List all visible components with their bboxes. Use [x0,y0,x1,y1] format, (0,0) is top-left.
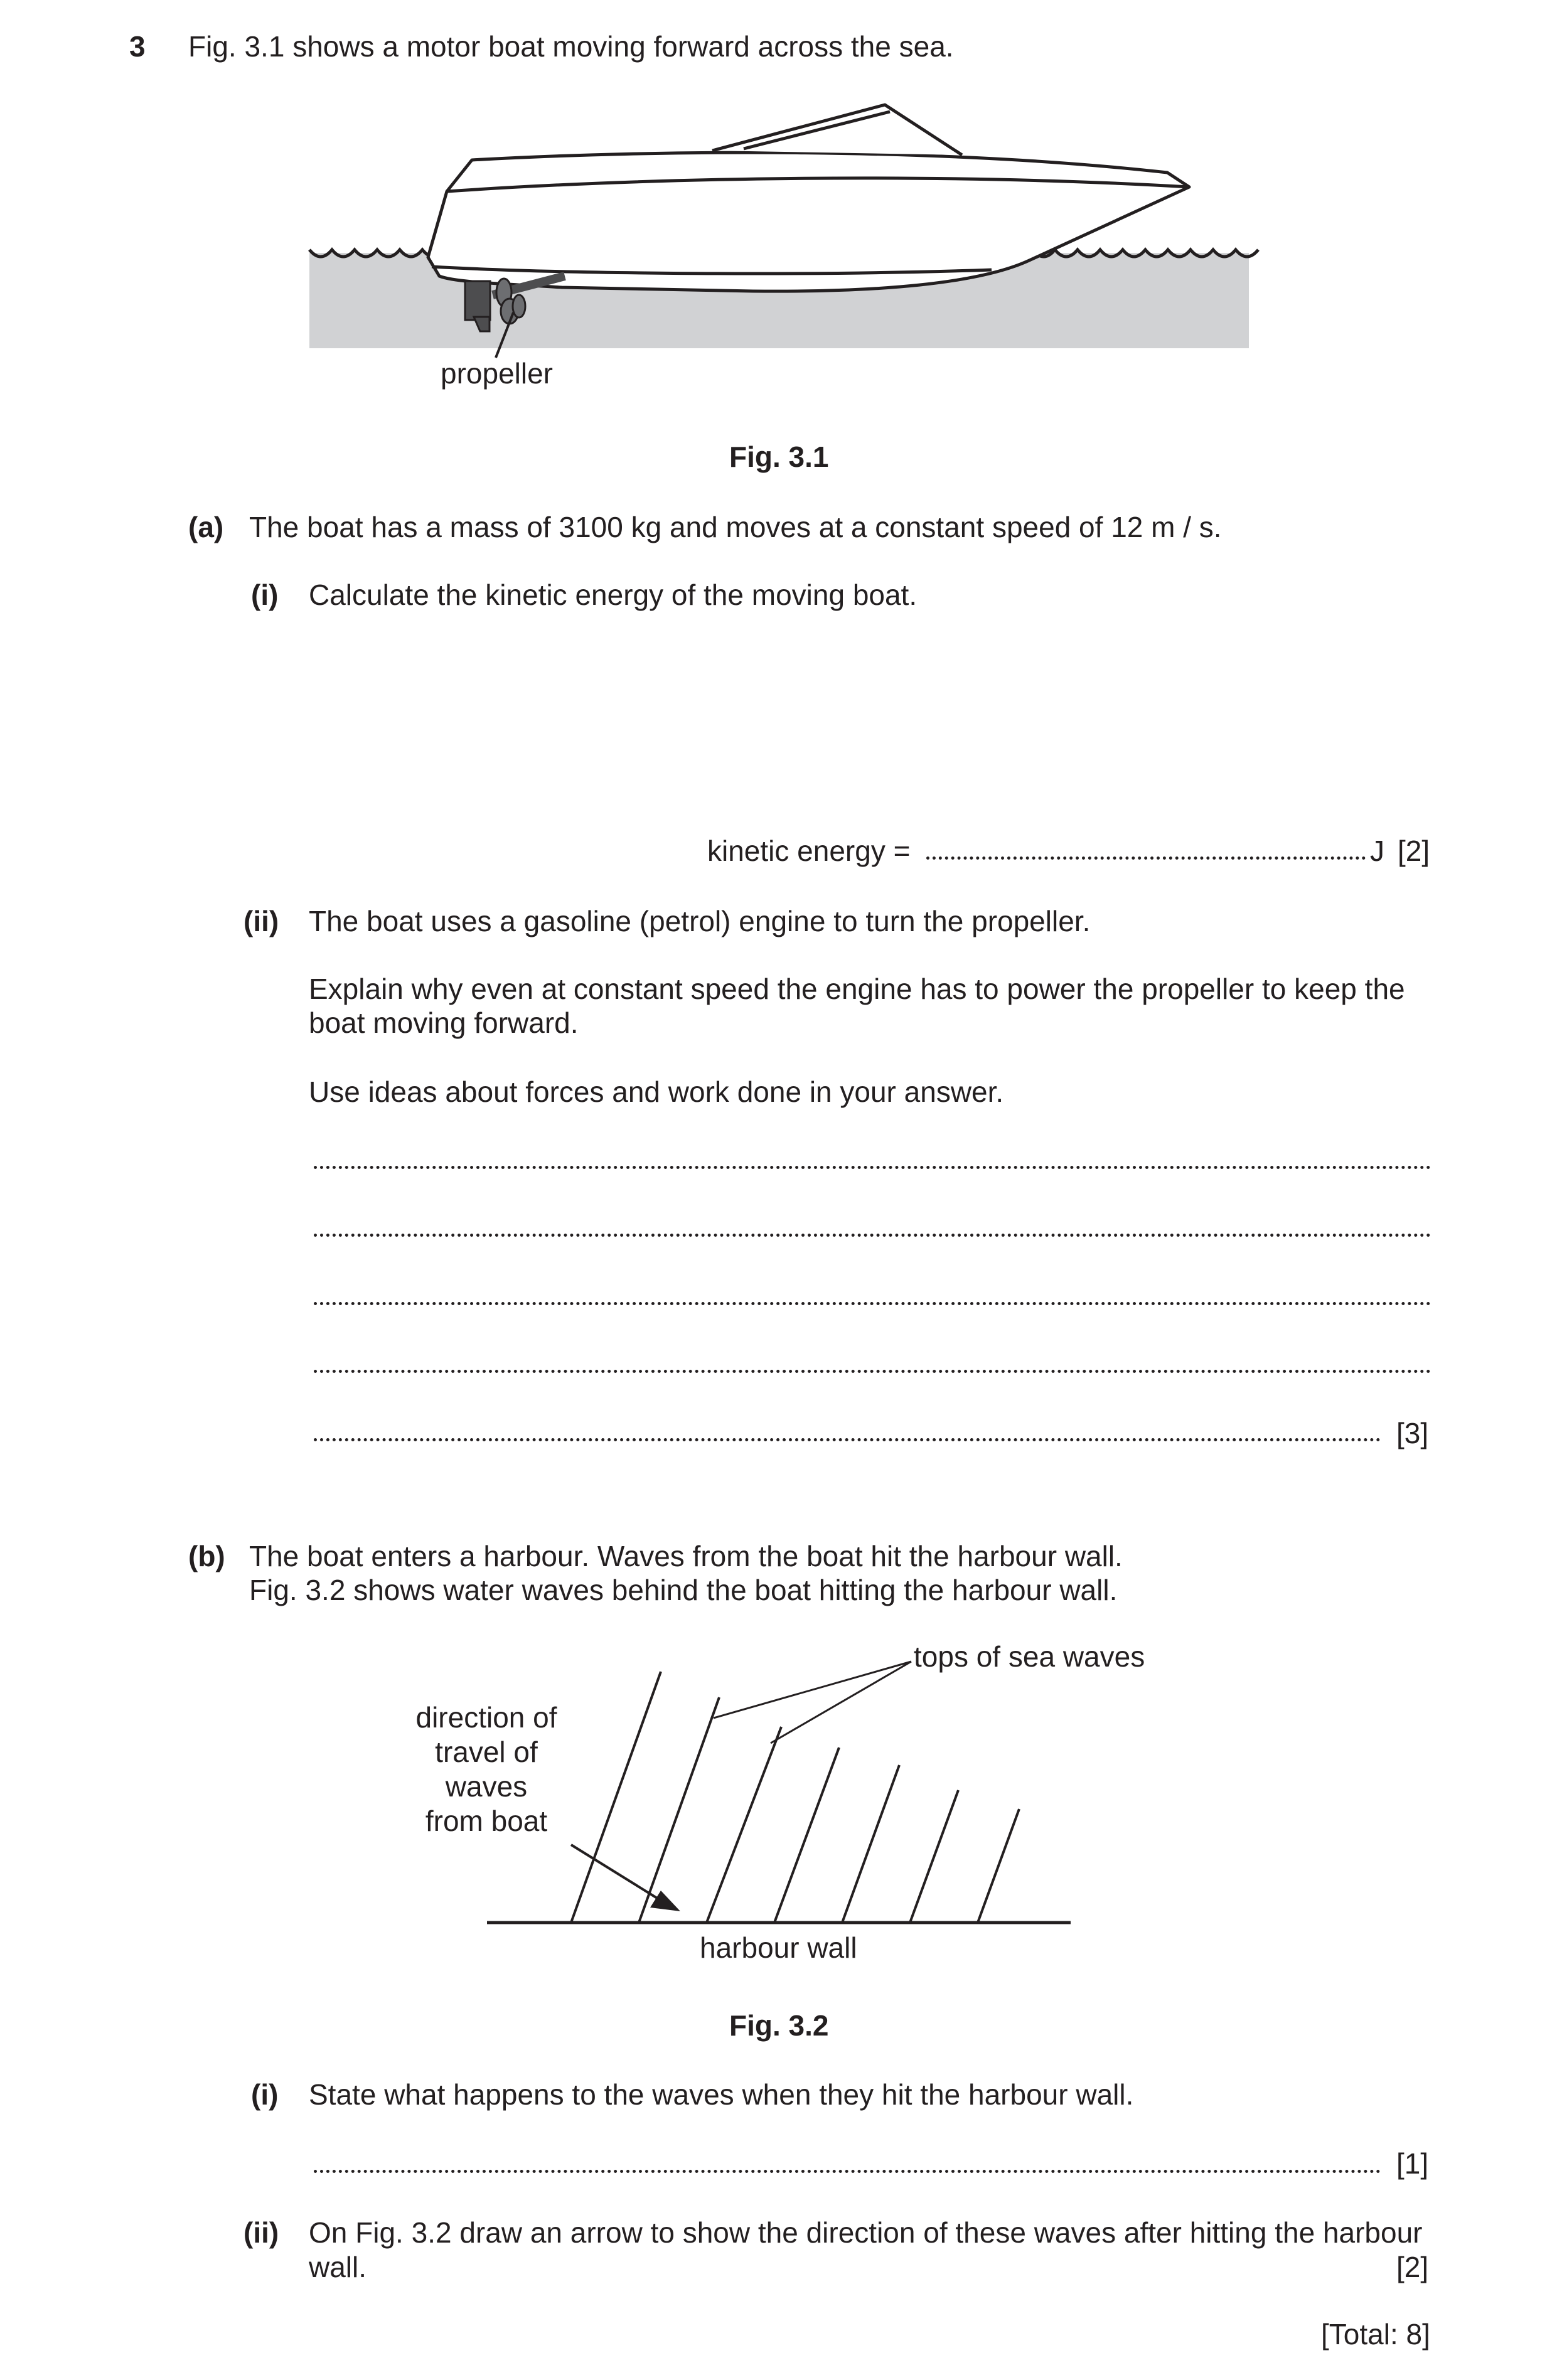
part-a-i-label: (i) [251,579,279,611]
wave-top-3 [707,1727,781,1923]
wave-top-6 [910,1790,958,1923]
part-a-ii-marks: [3] [1396,1417,1429,1449]
part-a-ii-text2-line1: Explain why even at constant speed the engine has to power the propeller to keep the [309,973,1405,1005]
total-marks: [Total: 8] [1321,2318,1430,2351]
part-a-i-text: Calculate the kinetic energy of the moving boat. [309,579,918,611]
direction-label-line2: travel of [435,1736,538,1768]
part-a-ii-text3: Use ideas about forces and work done in your answer. [309,1075,1004,1108]
wave-top-5 [842,1765,899,1923]
part-b-i-marks: [1] [1396,2147,1429,2180]
part-a-text: The boat has a mass of 3100 kg and moves at a constant speed of 12 m / s. [249,511,1222,543]
part-b-i-answer-line[interactable] [314,2170,1381,2173]
direction-arrow-shaft [571,1845,662,1901]
kinetic-energy-label: kinetic energy = [707,835,911,867]
kinetic-energy-unit: J [1370,835,1384,867]
part-b-label: (b) [188,1540,225,1572]
direction-label-line1: direction of [415,1701,557,1734]
part-b-ii-text-line2: wall. [309,2251,367,2283]
fig31-caption: Fig. 3.1 [729,440,829,473]
part-b-text-line2: Fig. 3.2 shows water waves behind the boat hitting the harbour wall. [249,1574,1118,1606]
wave-top-7 [978,1809,1019,1923]
part-a-i-marks: [2] [1398,835,1430,867]
tops-leader-1 [714,1662,911,1718]
part-a-ii-label: (ii) [243,905,279,937]
tops-of-sea-waves-label: tops of sea waves [914,1640,1145,1673]
part-b-i-text: State what happens to the waves when they hit the harbour wall. [309,2078,1134,2111]
wave-top-4 [774,1748,839,1923]
direction-label-line4: from boat [425,1805,548,1837]
part-b-text-line1: The boat enters a harbour. Waves from the boat hit the harbour wall. [249,1540,1123,1572]
question-intro: Fig. 3.1 shows a motor boat moving forward across the sea. [188,30,954,63]
part-a-ii-text1: The boat uses a gasoline (petrol) engine to turn the propeller. [309,905,1091,937]
part-b-ii-text-line1: On Fig. 3.2 draw an arrow to show the direction of these waves after hitting the harbour [309,2216,1423,2249]
fig32-caption: Fig. 3.2 [729,2009,829,2042]
part-b-ii-marks: [2] [1396,2251,1429,2283]
question-number: 3 [129,30,146,63]
part-a-ii-text2-line2: boat moving forward. [309,1006,579,1039]
part-b-ii-label: (ii) [243,2216,279,2249]
part-a-label: (a) [188,511,224,543]
tops-leader-2 [771,1662,911,1743]
part-b-i-label: (i) [251,2078,279,2111]
harbour-wall-label: harbour wall [700,1931,857,1964]
direction-arrow-head [650,1891,680,1911]
wave-top-2 [639,1697,719,1923]
propeller-label: propeller [441,357,553,390]
direction-label-line3: waves [445,1770,528,1803]
